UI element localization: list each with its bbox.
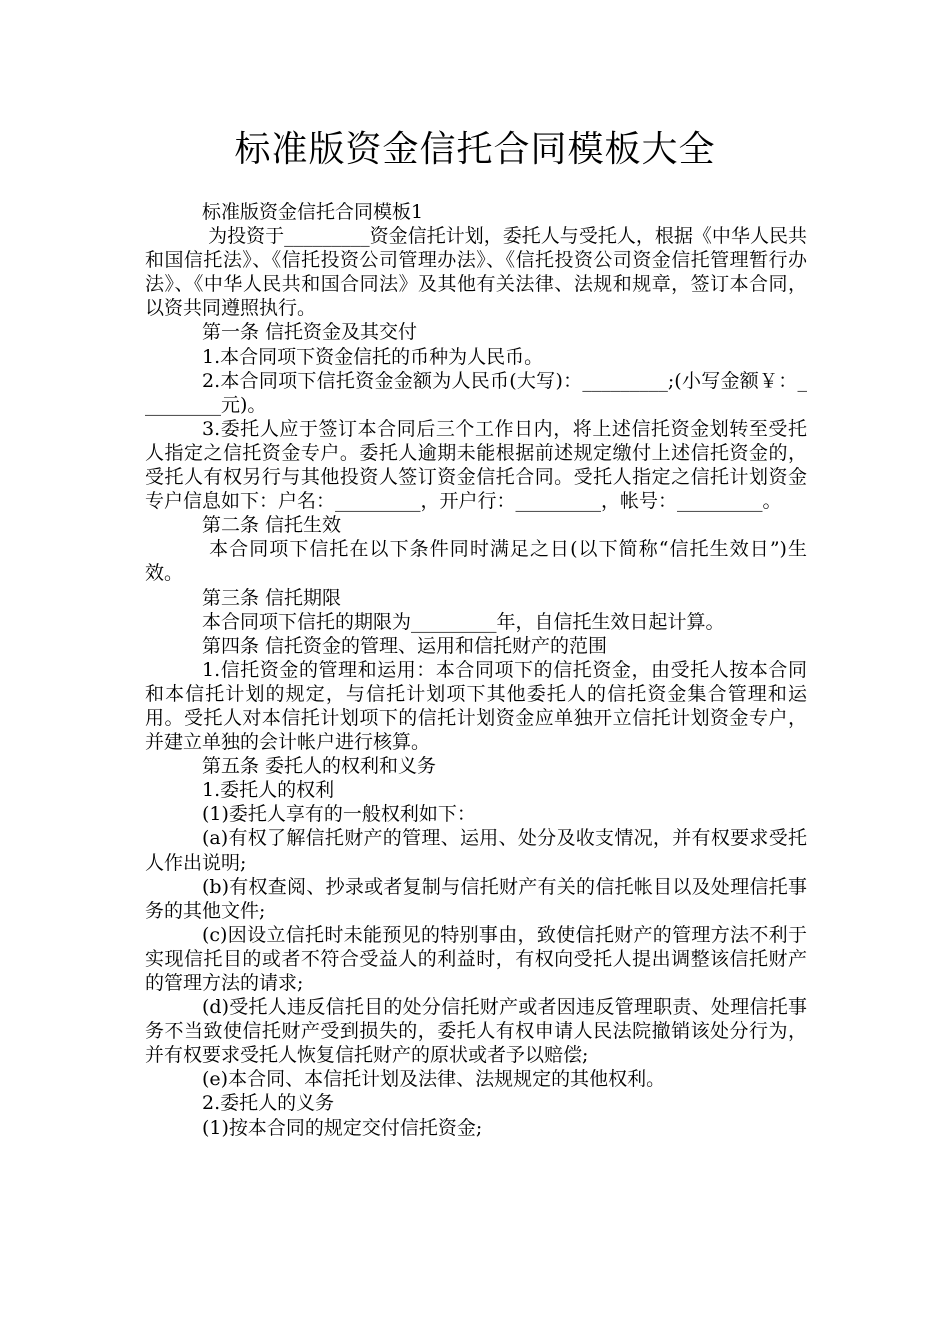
article-2-heading: 第二条 信托生效 [202, 514, 342, 537]
article-5-item-d: (d)受托人违反信托目的处分信托财产或者因违反管理职责、处理信托事务不当致使信托财产受到损失的，委托人有权申请人民法院撤销该处分行为，并有权要求受托人恢复信托财产的原状或者予以赔偿; [145, 996, 807, 1067]
document-body [145, 200, 807, 1140]
article-5-section-2: 2.委托人的义务 [202, 1092, 335, 1115]
article-5-item-b: (b)有权查阅、抄录或者复制与信托财产有关的信托帐目以及处理信托事务的其他文件; [145, 875, 807, 922]
article-4-clause-1: 1.信托资金的管理和运用：本合同项下的信托资金，由受托人按本合同和本信托计划的规定，与信托计划项下其他委托人的信托资金集合管理和运用。受托人对本信托计划项下的信托计划资金应单独开立信托计划资金专户，并建立单独的会计帐户进行核算。 [145, 658, 807, 754]
paragraph-preamble: 为投资于_________资金信托计划，委托人与受托人，根据《中华人民共和国信托法》、《信托投资公司管理办法》、《信托投资公司资金信托管理暂行办法》、《中华人民共和国合同法》及其他有关法律、法规和规章，签订本合同，以资共同遵照执行。 [145, 225, 807, 320]
article-4-heading: 第四条 信托资金的管理、运用和信托财产的范围 [202, 634, 608, 657]
article-5-heading: 第五条 委托人的权利和义务 [202, 755, 437, 778]
article-5-duty-1: (1)按本合同的规定交付信托资金; [202, 1116, 483, 1139]
article-1-clause-2: 2.本合同项下信托资金金额为人民币(大写)：_________;(小写金额￥：_________元)。 [145, 369, 807, 416]
article-5-item-e: (e)本合同、本信托计划及法律、法规规定的其他权利。 [202, 1068, 666, 1091]
article-2-text: 本合同项下信托在以下条件同时满足之日(以下简称“信托生效日”)生效。 [145, 538, 807, 585]
article-1-clause-1: 1.本合同项下资金信托的币种为人民币。 [202, 345, 544, 368]
article-5-section-1: 1.委托人的权利 [202, 779, 335, 802]
article-3-heading: 第三条 信托期限 [202, 586, 342, 609]
document-title: 标准版资金信托合同模板大全 [234, 129, 716, 170]
paragraph-heading: 标准版资金信托合同模板1 [202, 201, 424, 223]
article-5-item-a: (a)有权了解信托财产的管理、运用、处分及收支情况，并有权要求受托人作出说明; [145, 827, 807, 874]
article-1-clause-3: 3.委托人应于签订本合同后三个工作日内，将上述信托资金划转至受托人指定之信托资金专户。委托人逾期未能根据前述规定缴付上述信托资金的，受托人有权另行与其他投资人签订资金信托合同。受托人指定之信托计划资金专户信息如下：户名：_________，开户行：_________，帐号：_________。 [145, 417, 807, 513]
article-5-item-1: (1)委托人享有的一般权利如下： [202, 803, 476, 826]
article-3-text: 本合同项下信托的期限为_________年，自信托生效日起计算。 [202, 610, 725, 633]
article-1-heading: 第一条 信托资金及其交付 [202, 321, 418, 344]
article-5-item-c: (c)因设立信托时未能预见的特别事由，致使信托财产的管理方法不利于实现信托目的或者不符合受益人的利益时，有权向受托人提出调整该信托财产的管理方法的请求; [145, 923, 807, 994]
